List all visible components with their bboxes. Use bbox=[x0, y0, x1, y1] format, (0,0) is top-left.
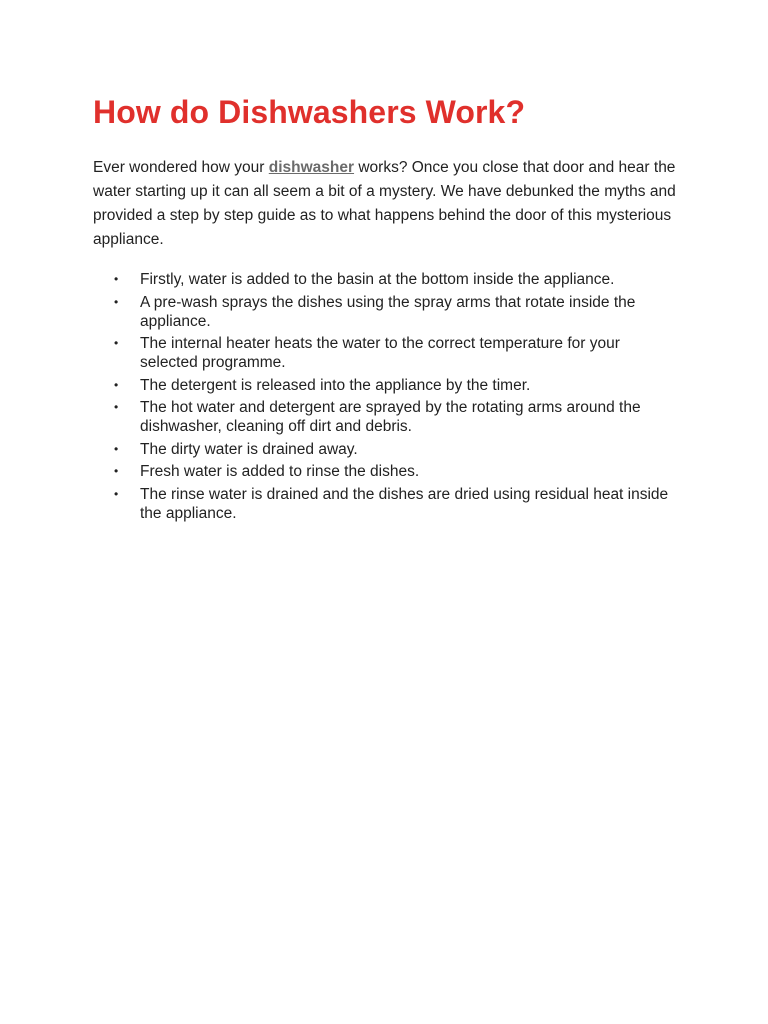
step-text: The rinse water is drained and the dishes are dried using residual heat inside the appliance. bbox=[140, 485, 669, 522]
intro-text-after: works? Once you close that door and hear the water starting up it can all seem a bit of a mystery. We have debunked the myths and provided a step by step guide as to what happens behind the door of this mysterious appliance. bbox=[93, 159, 676, 248]
list-item bbox=[114, 270, 676, 289]
step-text: The dirty water is drained away. bbox=[140, 440, 358, 458]
list-item bbox=[114, 485, 676, 523]
step-text: The internal heater heats the water to the correct temperature for your selected programme. bbox=[140, 335, 620, 371]
bullet-icon: • bbox=[114, 441, 119, 456]
step-text: The hot water and detergent are sprayed by the rotating arms around the dishwasher, cleaning off dirt and debris. bbox=[140, 399, 641, 435]
bullet-icon: • bbox=[114, 377, 119, 392]
list-item bbox=[114, 376, 676, 395]
list-item bbox=[114, 462, 676, 481]
list-item bbox=[114, 398, 676, 436]
intro-text-before: Ever wondered how your bbox=[93, 159, 269, 176]
list-item bbox=[114, 440, 676, 459]
bullet-icon: • bbox=[114, 464, 119, 478]
step-text: Firstly, water is added to the basin at the bottom inside the appliance. bbox=[140, 271, 615, 288]
steps-list bbox=[93, 270, 676, 523]
bullet-icon: • bbox=[114, 294, 119, 309]
dishwasher-link[interactable]: dishwasher bbox=[268, 159, 355, 176]
list-item bbox=[114, 293, 676, 331]
list-item bbox=[114, 334, 676, 372]
intro-paragraph bbox=[93, 156, 676, 252]
page-title: How do Dishwashers Work? bbox=[93, 94, 526, 130]
bullet-icon: • bbox=[114, 272, 119, 286]
step-text: The detergent is released into the appliance by the timer. bbox=[140, 376, 531, 394]
bullet-icon: • bbox=[114, 486, 119, 501]
step-text: A pre-wash sprays the dishes using the spray arms that rotate inside the appliance. bbox=[140, 293, 636, 330]
bullet-icon: • bbox=[114, 336, 119, 350]
step-text: Fresh water is added to rinse the dishes. bbox=[140, 463, 420, 480]
bullet-icon: • bbox=[114, 400, 119, 414]
